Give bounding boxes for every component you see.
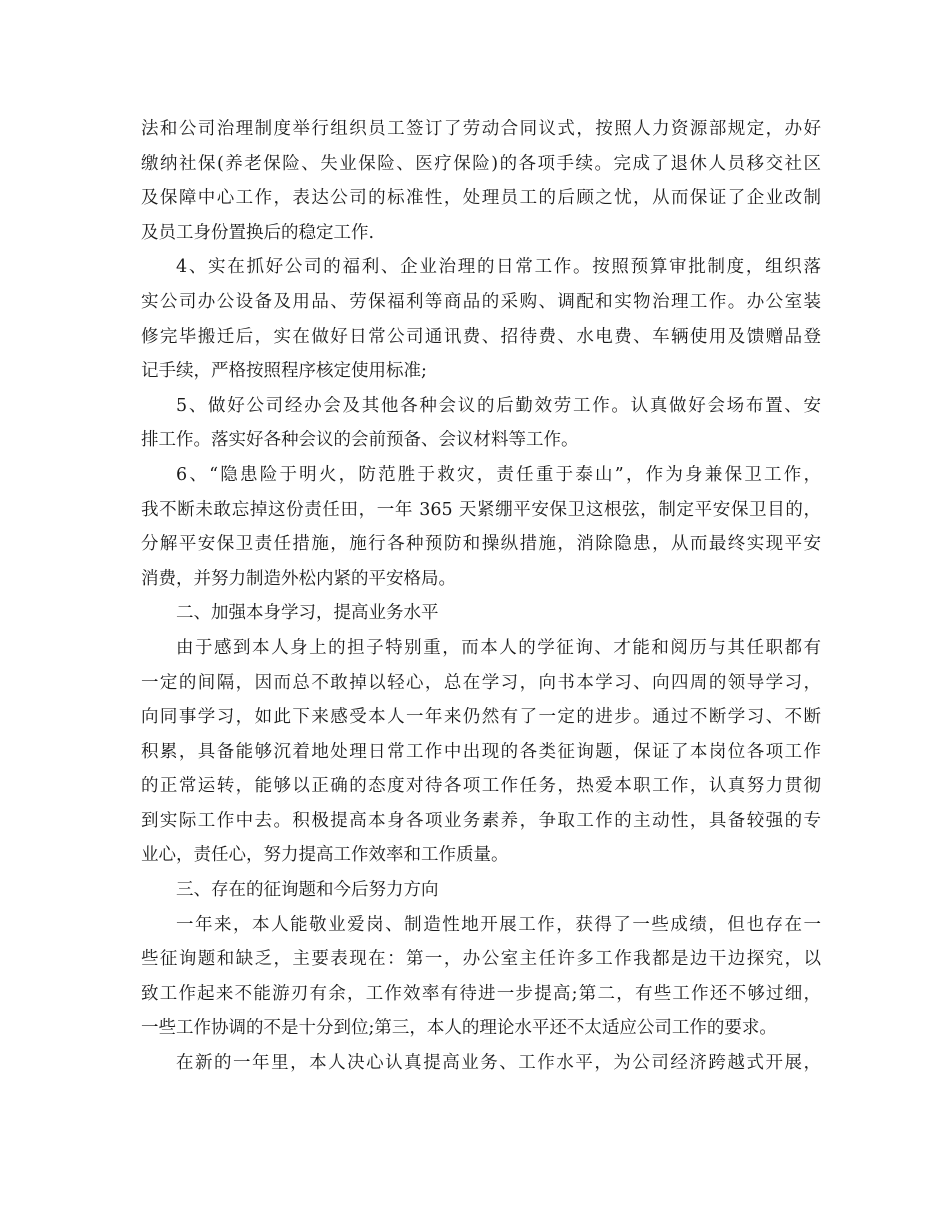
paragraph-first-line: 6、“隐患险于明火，防范胜于救灾，责任重于泰山”，作为身兼保卫工作， [176,464,821,485]
text-line: 致工作起来不能游刃有余，工作效率有待进一步提高;第二，有些工作还不够过细， [141,983,821,1004]
text-line: 分解平安保卫责任措施，施行各种预防和操纵措施，消除隐患，从而最终实现平安 [141,534,821,555]
text-line: 及保障中心工作，表达公司的标准性，处理员工的后顾之忧，从而保证了企业改制 [141,188,821,209]
text-line: 一些工作协调的不是十分到位;第三，本人的理论水平还不太适应公司工作的要求。 [141,1018,777,1039]
paragraph-first-line: 4、实在抓好公司的福利、企业治理的日常工作。按照预算审批制度，组织落 [176,257,821,278]
text-line: 一定的间隔，因而总不敢掉以轻心，总在学习，向书本学习、向四周的领导学习， [141,672,821,693]
text-line: 积累，具备能够沉着地处理日常工作中出现的各类征询题，保证了本岗位各项工作 [141,741,821,762]
text-line: 向同事学习，如此下来感受本人一年来仍然有了一定的进步。通过不断学习、不断 [141,707,821,728]
text-line: 到实际工作中去。积极提高本身各项业务素养，争取工作的主动性，具备较强的专 [141,810,821,831]
section-heading: 二、加强本身学习，提高业务水平 [176,603,439,624]
text-line: 修完毕搬迁后，实在做好日常公司通讯费、招待费、水电费、车辆使用及馈赠品登 [141,326,821,347]
text-line: 及员工身份置换后的稳定工作. [141,222,375,243]
text-line: 排工作。落实好各种会议的会前预备、会议材料等工作。 [141,430,579,451]
text-line: 业心，责任心，努力提高工作效率和工作质量。 [141,845,509,866]
text-line: 缴纳社保(养老保险、失业保险、医疗保险)的各项手续。完成了退休人员移交社区 [141,153,821,174]
text-line: 消费，并努力制造外松内紧的平安格局。 [141,568,456,589]
text-line: 实公司办公设备及用品、劳保福利等商品的采购、调配和实物治理工作。办公室装 [141,291,821,312]
paragraph-first-line: 在新的一年里，本人决心认真提高业务、工作水平，为公司经济跨越式开展， [176,1053,821,1074]
text-line: 记手续，严格按照程序核定使用标准; [141,361,427,382]
text-line: 的正常运转，能够以正确的态度对待各项工作任务，热爱本职工作，认真努力贯彻 [141,776,821,797]
text-line: 我不断未敢忘掉这份责任田，一年 365 天紧绷平安保卫这根弦，制定平安保卫目的， [141,499,821,520]
section-heading: 三、存在的征询题和今后努力方向 [176,880,439,901]
text-line: 些征询题和缺乏，主要表现在：第一，办公室主任许多工作我都是边干边探究，以 [141,949,821,970]
document-body [141,112,821,1081]
text-line: 法和公司治理制度举行组织员工签订了劳动合同议式，按照人力资源部规定，办好 [141,119,821,139]
paragraph-first-line: 由于感到本人身上的担子特别重，而本人的学征询、才能和阅历与其任职都有 [176,637,821,658]
paragraph-first-line: 一年来，本人能敬业爱岗、制造性地开展工作，获得了一些成绩，但也存在一 [176,914,821,935]
paragraph-first-line: 5、做好公司经办会及其他各种会议的后勤效劳工作。认真做好会场布置、安 [176,395,821,416]
